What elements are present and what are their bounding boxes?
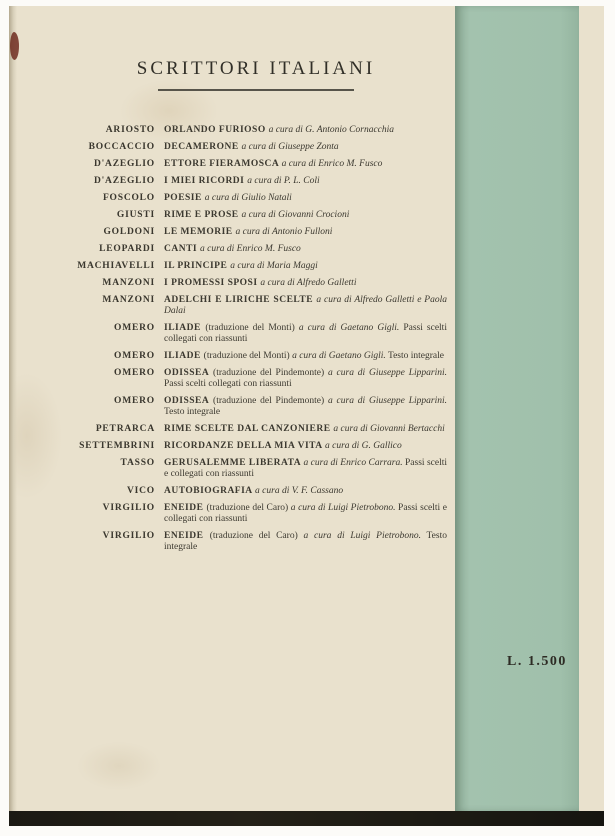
entry-author: TASSO [120, 458, 155, 468]
entry-segment-italic: a cura di Enrico M. Fusco [200, 244, 301, 254]
catalog-entry [49, 210, 447, 221]
catalog-entry [49, 458, 447, 480]
entry-author: OMERO [114, 323, 155, 333]
entry-segment-caps: DECAMERONE [164, 142, 242, 152]
entry-segment-plain: Testo integrale [164, 531, 447, 552]
entry-segment-caps: AUTOBIOGRAFIA [164, 486, 256, 496]
entry-segment-plain: Testo integrale [385, 351, 445, 361]
entry-author: BOCCACCIO [88, 142, 155, 152]
entry-segment-caps: ODISSEA [164, 396, 214, 406]
entry-description [164, 278, 447, 289]
entry-segment-plain: (traduzione del Caro) [206, 503, 291, 513]
entry-segment-italic: a cura di Giuseppe Zonta [241, 142, 339, 152]
entry-segment-italic: a cura di Gaetano Gigli. [298, 323, 400, 333]
entry-segment-plain: Testo integrale [164, 407, 221, 417]
entry-author: D'AZEGLIO [93, 176, 155, 186]
entry-segment-italic: a cura di Antonio Fulloni [235, 227, 333, 237]
entry-segment-caps: ILIADE [164, 351, 204, 361]
entry-segment-caps: RICORDANZE DELLA MIA VITA [164, 441, 325, 451]
entry-description [164, 210, 447, 221]
scan-edge-strip [9, 811, 604, 826]
entry-segment-caps: I PROMESSI SPOSI [164, 278, 261, 288]
catalog-entry [49, 323, 447, 345]
catalog-entry [49, 159, 447, 170]
entry-segment-italic: a cura di Giulio Natali [204, 193, 292, 203]
entry-segment-plain: (traduzione del Monti) [203, 351, 293, 361]
entry-author: OMERO [114, 368, 155, 378]
entry-segment-italic: a cura di Giuseppe Lipparini. [327, 396, 447, 406]
entry-description [164, 351, 447, 362]
entry-author: OMERO [114, 396, 155, 406]
entry-segment-caps: I MIEI RICORDI [164, 176, 248, 186]
entry-author: VIRGILIO [102, 503, 155, 513]
entry-author: MACHIAVELLI [77, 261, 155, 271]
entry-author: SETTEMBRINI [79, 441, 155, 451]
entry-segment-italic: a cura di V. F. Cassano [255, 486, 344, 496]
entry-author: LEOPARDI [99, 244, 155, 254]
entry-segment-plain: (traduzione del Caro) [209, 531, 304, 541]
entry-segment-caps: ETTORE FIERAMOSCA [164, 159, 282, 169]
entry-segment-italic: a cura di Luigi Pietrobono. [290, 503, 396, 513]
price-label: L. 1.500 [507, 654, 567, 669]
entry-description [164, 193, 447, 204]
entry-author: GIUSTI [116, 210, 155, 220]
catalog-entry [49, 396, 447, 418]
entry-segment-caps: LE MEMORIE [164, 227, 236, 237]
catalog-entry [49, 261, 447, 272]
entry-author: OMERO [114, 351, 155, 361]
catalog-entry [49, 531, 447, 553]
entry-segment-italic: a cura di Giovanni Bertacchi [333, 424, 445, 434]
entry-author: FOSCOLO [102, 193, 155, 203]
entry-description [164, 396, 447, 418]
entry-author: VICO [126, 486, 155, 496]
entry-segment-plain: (traduzione del Monti) [205, 323, 299, 333]
entry-segment-plain: (traduzione del Pindemonte) [213, 396, 328, 406]
entry-description [164, 244, 447, 255]
entry-segment-caps: ILIADE [164, 323, 206, 333]
entry-description [164, 323, 447, 345]
entry-segment-italic: a cura di Giuseppe Lipparini. [327, 368, 447, 378]
entry-author: MANZONI [102, 278, 155, 288]
entry-segment-italic: a cura di Enrico Carrara. [303, 458, 403, 468]
entry-segment-italic: a cura di Giovanni Crocioni [241, 210, 350, 220]
entry-segment-italic: a cura di G. Antonio Cornacchia [268, 125, 395, 135]
catalog-entry [49, 142, 447, 153]
entry-description [164, 142, 447, 153]
entry-segment-caps: GERUSALEMME LIBERATA [164, 458, 304, 468]
entry-segment-caps: ENEIDE [164, 503, 207, 513]
catalog-entry [49, 351, 447, 362]
entry-segment-caps: RIME SCELTE DAL CANZONIERE [164, 424, 334, 434]
entry-description [164, 261, 447, 272]
entry-segment-plain: Passi scelti e collegati con riassunti [164, 458, 447, 479]
entry-description [164, 486, 447, 497]
entry-description [164, 368, 447, 390]
entry-segment-plain: Passi scelti collegati con riassunti [164, 323, 447, 344]
entry-segment-caps: ADELCHI E LIRICHE SCELTE [164, 295, 317, 305]
entry-description [164, 295, 447, 317]
green-spine-band [455, 6, 579, 811]
catalog-entry [49, 368, 447, 390]
catalog-entry [49, 125, 447, 136]
entry-description [164, 458, 447, 480]
entry-segment-caps: ORLANDO FURIOSO [164, 125, 269, 135]
entry-segment-plain: Passi scelti e collegati con riassunti [164, 503, 447, 524]
entry-description [164, 441, 447, 452]
entry-author: MANZONI [102, 295, 155, 305]
entry-segment-caps: CANTI [164, 244, 200, 254]
catalog-entry [49, 503, 447, 525]
entry-description [164, 227, 447, 238]
series-title: SCRITTORI ITALIANI [136, 58, 376, 79]
catalog-entry [49, 441, 447, 452]
entry-description [164, 159, 447, 170]
entry-segment-italic: a cura di P. L. Coli [247, 176, 320, 186]
entry-segment-caps: ODISSEA [164, 368, 214, 378]
entry-segment-caps: ENEIDE [164, 531, 210, 541]
catalog-entry [49, 244, 447, 255]
catalog-entry [49, 295, 447, 317]
entry-segment-italic: a cura di Maria Maggi [230, 261, 318, 271]
catalog-entry [49, 176, 447, 187]
page-edge-shadow [9, 6, 17, 826]
entry-description [164, 176, 447, 187]
catalog-entry [49, 193, 447, 204]
catalog-entry [49, 424, 447, 435]
entry-author: PETRARCA [95, 424, 155, 434]
entry-author: VIRGILIO [102, 531, 155, 541]
entry-segment-plain: Passi scelti collegati con riassunti [164, 379, 292, 389]
catalog-entry [49, 278, 447, 289]
entry-description [164, 503, 447, 525]
title-rule [158, 89, 354, 91]
entry-segment-italic: a cura di Luigi Pietrobono. [303, 531, 421, 541]
ink-stain [10, 32, 19, 60]
catalog-entry [49, 227, 447, 238]
entry-segment-plain: (traduzione del Pindemonte) [213, 368, 328, 378]
entry-segment-italic: a cura di G. Gallico [324, 441, 402, 451]
entry-segment-italic: a cura di Alfredo Galletti e Paola Dalai [164, 295, 447, 316]
entry-segment-italic: a cura di Alfredo Galletti [260, 278, 357, 288]
entry-segment-caps: POESIE [164, 193, 205, 203]
entry-description [164, 125, 447, 136]
entry-author: D'AZEGLIO [93, 159, 155, 169]
catalog-entry [49, 486, 447, 497]
entry-author: GOLDONI [103, 227, 155, 237]
entry-segment-italic: a cura di Enrico M. Fusco [281, 159, 383, 169]
book-back-cover [9, 6, 604, 826]
entry-author: ARIOSTO [105, 125, 155, 135]
entries-list [49, 125, 447, 553]
entry-segment-italic: a cura di Gaetano Gigli. [292, 351, 386, 361]
entry-description [164, 531, 447, 553]
entry-description [164, 424, 447, 435]
entry-segment-caps: IL PRINCIPE [164, 261, 231, 271]
catalog-content [49, 6, 447, 559]
entry-segment-caps: RIME E PROSE [164, 210, 242, 220]
